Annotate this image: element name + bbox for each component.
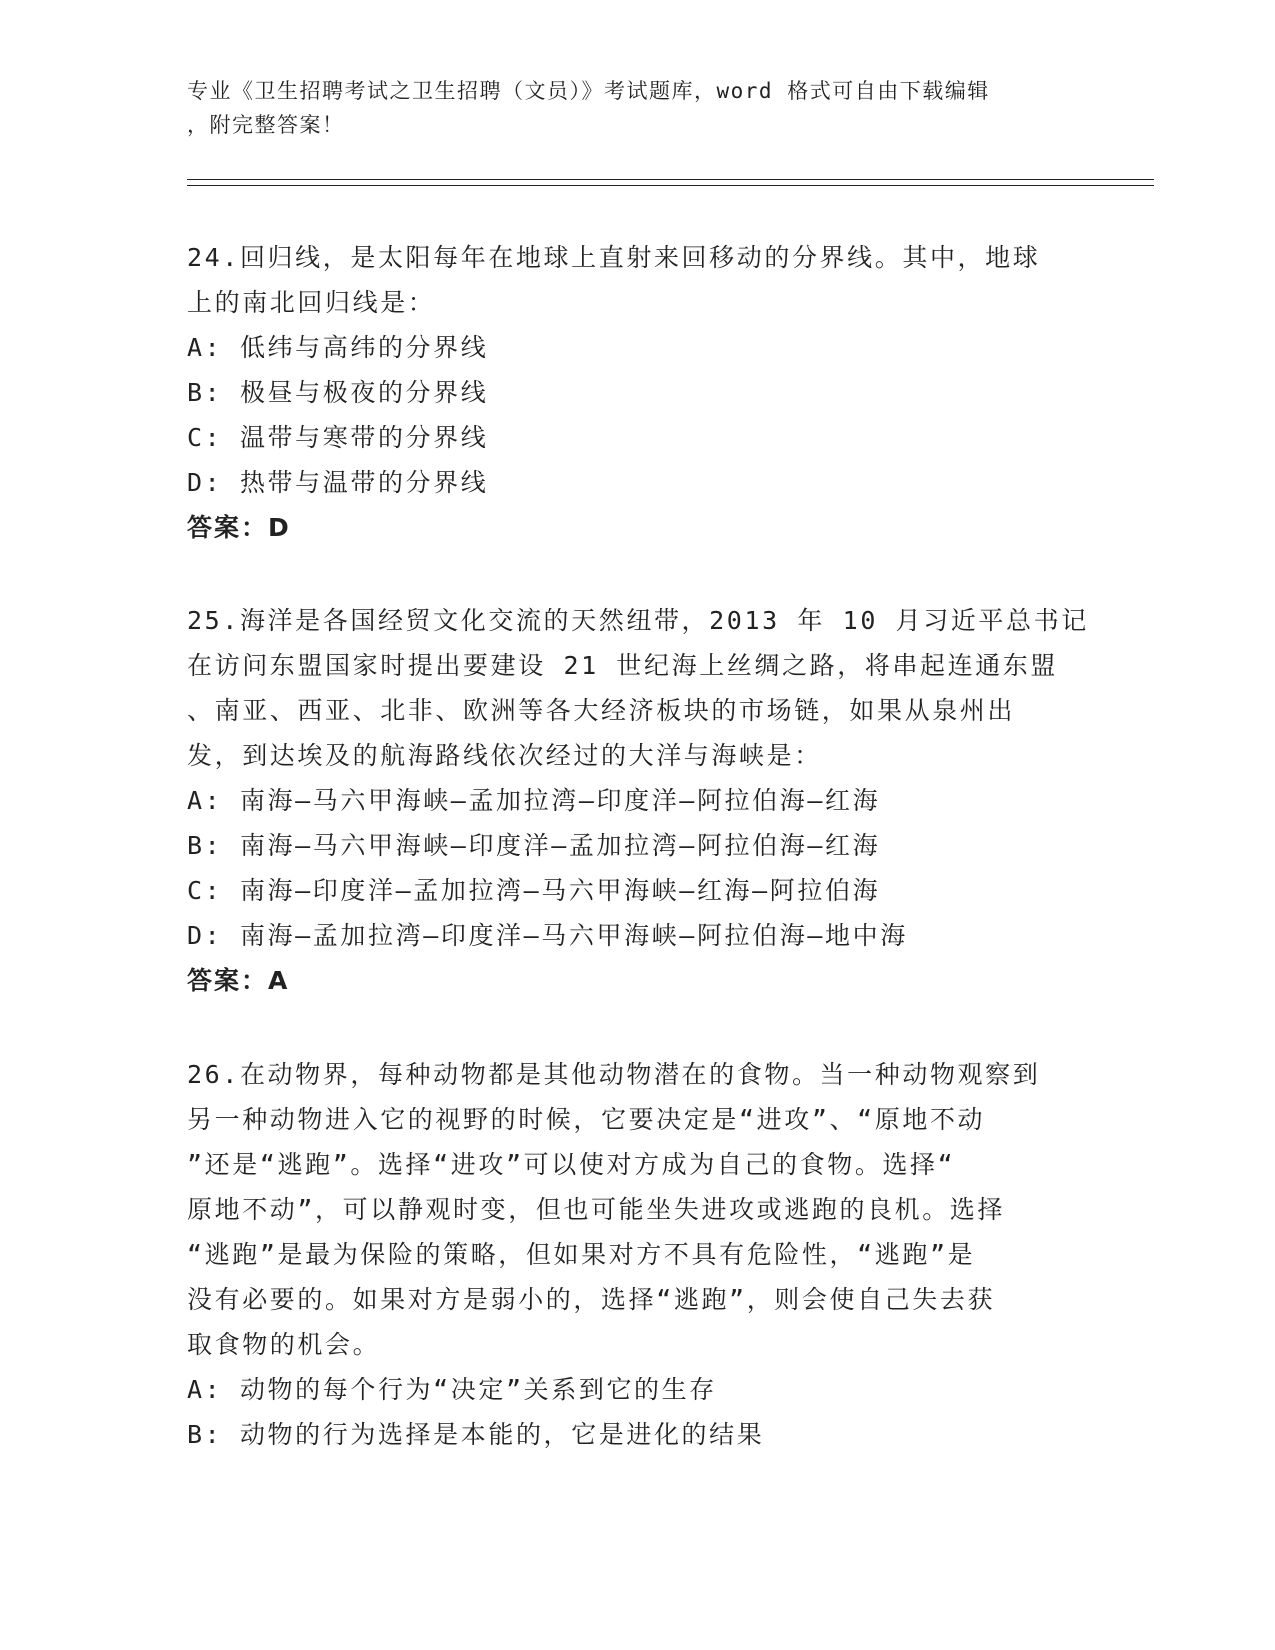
option-b: B: 极昼与极夜的分界线 — [187, 378, 489, 407]
option-a: A: 南海—马六甲海峡—孟加拉湾—印度洋—阿拉伯海—红海 — [187, 786, 881, 815]
answer-label: 答案：A — [187, 966, 290, 995]
question-stem-line: 26.在动物界，每种动物都是其他动物潜在的食物。当一种动物观察到 — [187, 1060, 1041, 1089]
option-c: C: 南海—印度洋—孟加拉湾—马六甲海峡—红海—阿拉伯海 — [187, 876, 881, 905]
question-stem-line: 在访问东盟国家时提出要建设 21 世纪海上丝绸之路，将串起连通东盟 — [187, 651, 1059, 680]
option-a: A: 动物的每个行为“决定”关系到它的生存 — [187, 1375, 717, 1404]
question-stem-line: 上的南北回归线是： — [187, 288, 436, 317]
option-c: C: 温带与寒带的分界线 — [187, 423, 489, 452]
question-stem-line: 没有必要的。如果对方是弱小的，选择“逃跑”，则会使自己失去获 — [187, 1285, 996, 1314]
question-24 — [187, 235, 1087, 550]
answer-label: 答案：D — [187, 513, 291, 542]
option-a: A: 低纬与高纬的分界线 — [187, 333, 489, 362]
question-stem-line: 25.海洋是各国经贸文化交流的天然纽带，2013 年 10 月习近平总书记 — [187, 606, 1089, 635]
option-b: B: 动物的行为选择是本能的，它是进化的结果 — [187, 1420, 765, 1449]
header-line-2: ，附完整答案！ — [187, 113, 345, 137]
question-stem-line: 发，到达埃及的航海路线依次经过的大洋与海峡是： — [187, 741, 822, 770]
question-stem-line: 原地不动”，可以静观时变，但也可能坐失进攻或逃跑的良机。选择 — [187, 1195, 1006, 1224]
question-stem-line: 另一种动物进入它的视野的时候，它要决定是“进攻”、“原地不动 — [187, 1105, 986, 1134]
option-d: D: 热带与温带的分界线 — [187, 468, 489, 497]
question-stem-line: 24.回归线，是太阳每年在地球上直射来回移动的分界线。其中，地球 — [187, 243, 1041, 272]
header-divider-top — [187, 179, 1154, 180]
question-26 — [187, 1052, 1087, 1457]
option-d: D: 南海—孟加拉湾—印度洋—马六甲海峡—阿拉伯海—地中海 — [187, 921, 908, 950]
question-stem-line: “逃跑”是最为保险的策略，但如果对方不具有危险性，“逃跑”是 — [187, 1240, 976, 1269]
header-line-1: 专业《卫生招聘考试之卫生招聘（文员）》考试题库，word 格式可自由下载编辑 — [187, 79, 990, 103]
question-stem-line: ”还是“逃跑”。选择“进攻”可以使对方成为自己的食物。选择“ — [187, 1150, 956, 1179]
option-b: B: 南海—马六甲海峡—印度洋—孟加拉湾—阿拉伯海—红海 — [187, 831, 881, 860]
question-25 — [187, 598, 1087, 1003]
question-stem-line: 、南亚、西亚、北非、欧洲等各大经济板块的市场链，如果从泉州出 — [187, 696, 1016, 725]
header-divider-bottom — [187, 185, 1154, 186]
document-header — [187, 74, 1077, 142]
question-stem-line: 取食物的机会。 — [187, 1330, 381, 1359]
